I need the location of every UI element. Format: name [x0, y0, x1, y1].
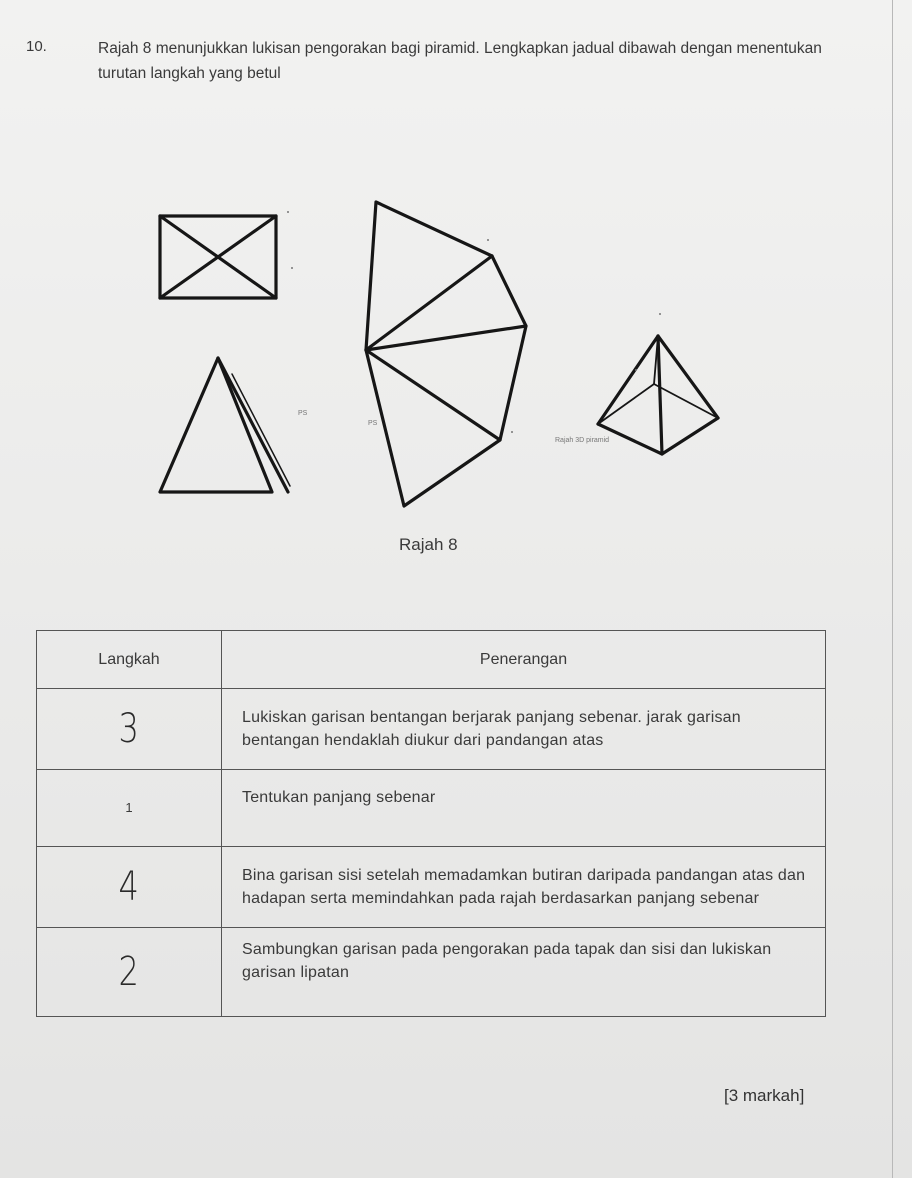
small-annotation: PS: [368, 420, 378, 427]
step-cell[interactable]: [37, 928, 222, 1017]
table-row: [37, 689, 826, 770]
header-description: Penerangan: [222, 631, 826, 689]
table-row: [37, 928, 826, 1017]
figure-caption: Rajah 8: [399, 535, 458, 554]
description-cell: Lukiskan garisan bentangan berjarak panjang sebenar. jarak garisan bentangan hendaklah diukur dari pandangan atas: [222, 689, 826, 770]
handwritten-step-number: 2: [118, 949, 140, 995]
question-text: Rajah 8 menunjukkan lukisan pengorakan bagi piramid. Lengkapkan jadual dibawah dengan menentukan turutan langkah yang betul: [98, 40, 822, 82]
printed-step-number: 1: [125, 800, 133, 815]
pyramid-3d-drawing: [598, 336, 718, 454]
header-step: Langkah: [37, 631, 222, 689]
table-row: [37, 770, 826, 847]
description-cell: Bina garisan sisi setelah memadamkan butiran daripada pandangan atas dan hadapan serta memindahkan pada rajah berdasarkan panjang sebenar: [222, 847, 826, 928]
step-cell[interactable]: [37, 770, 222, 847]
page-edge-line: [892, 0, 893, 1178]
small-annotation: Rajah 3D piramid: [555, 437, 610, 444]
steps-table: [36, 630, 826, 1017]
pyramid-development-drawing: [366, 202, 526, 506]
marks-label: [3 markah]: [724, 1086, 805, 1105]
question-number: 10.: [26, 38, 47, 55]
step-cell[interactable]: [37, 689, 222, 770]
description-cell: Sambungkan garisan pada pengorakan pada tapak dan sisi dan lukiskan garisan lipatan: [222, 928, 826, 1017]
table-row: [37, 847, 826, 928]
handwritten-step-number: 4: [118, 864, 140, 910]
description-cell: Tentukan panjang sebenar: [222, 770, 826, 847]
front-view-drawing: [160, 358, 290, 492]
small-annotation: PS: [298, 410, 308, 417]
step-cell[interactable]: [37, 847, 222, 928]
table-header-row: [37, 631, 826, 689]
top-view-drawing: [160, 216, 276, 298]
pyramid-development-figure: [140, 180, 740, 540]
handwritten-step-number: 3: [118, 706, 140, 752]
